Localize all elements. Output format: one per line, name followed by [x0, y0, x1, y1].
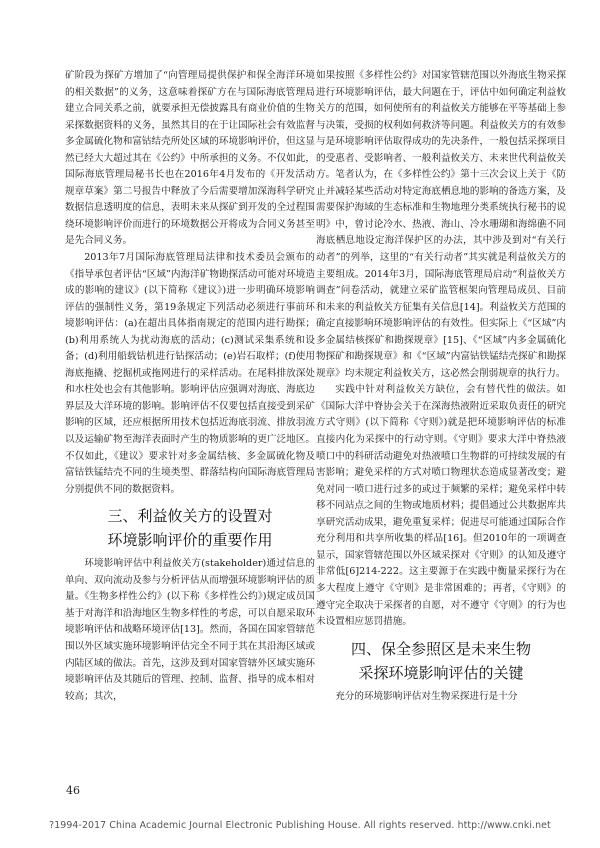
paragraph-continued: 如果按照《多样性公约》对国家管辖范围以外海底生物采探进行环境影响评估，最大问题在于，评估中如何确定利益攸关方的范围，如何使所有的利益攸关方能够在平等基础上参与决策，受损的权利如何救济等问题。利益攸关方的有效参与是环境影响评估取得成功的先决条件，一般包括采探项目的受惠者、受影响者、一般利益攸关方、未来世代利益攸关方。笔者认为，在《多样性公约》第十三次会议上关于《防止并减轻某些活动对特定海底栖息地的影响的备选方案，及需要保护海域的生态标准和生物地理分类系统执行秘书的说明》中，曾讨论冷水、热液、海山、冷水珊瑚和海绵礁不同海底栖息地设定海洋保护区的办法，其中涉及到对“有关行动者”的列举，这里的“有关行动者”其实就是利益攸关方的主要组成。2014年3月，国际海底管理局启动“利益攸关方调查”问卷活动，就建立采矿监管框架向管理局成员、目前和未来的利益攸关方征集有关信息[14]。利益攸关方范围的确定直接影响环境影响评估的有效性。但实际上《“区域”内多金属结核探矿和勘探规章》[15]、《“区域”内多金属硫化物探矿和勘探规章》和《“区域”内富钴铁锰结壳探矿和勘探规章》均未规定利益攸关方，这必然会削弱规章的执行力。	[316, 70, 566, 379]
page-number: 46	[66, 784, 80, 797]
left-column	[65, 68, 315, 705]
paragraph: 实践中针对利益攸关方缺位，会有替代性的做法。如《国际大洋中脊协会关于在深海热液附近采取负责任的研究方式守则》(以下简称《守则》)就是把环境影响评估的标准直接内化为采探中的行动守则。《守则》要求大洋中脊热液喷口中的科研活动避免对热液喷口生物群的可持续发展的有害影响；避免采样的方式对喷口物理状态造成显著改变；避免对同一喷口进行过多的或过于频繁的采样；避免采样中转移不同站点之间的生物或地质材料；提倡通过公共数据库共享研究活动成果，避免重复采样；促进尽可能通过国际合作充分利用和共享所收集的样品[16]。但2010年的一项调查显示，国家管辖范围以外区域采探对《守则》的认知及遵守非常低[6]214-222。这主要源于在实践中衡量采探行为在多大程度上遵守《守则》是非常困难的；再者，《守则》的遵守完全取决于采探者的自愿，对不遵守《守则》的行为也未设置相应惩罚措施。	[316, 384, 566, 628]
section-heading-line: 三、利益攸关方的设置对	[107, 507, 273, 526]
section-heading-4	[316, 637, 566, 685]
section-heading-3	[65, 504, 315, 552]
section-heading-line: 环境影响评价的重要作用	[107, 531, 273, 550]
paragraph: 充分的环境影响评估对生物采探进行是十分	[335, 690, 518, 702]
paragraph: 环境影响评估中利益攸关方(stakeholder)通过信息的单向、双向流动及参与分析评估从而增强环境影响评估的质量。《生物多样性公约》(以下称《多样性公约》)规定成员国基于对海洋和沿海地区生物多样性的考虑，可以自愿采取环境影响评估和战略环境评估[13]。然而，各国在国家管辖范围以外区域实施环境影响评估完全不同于其在其沿海区域或内陆区域的做法。首先，这涉及到对国家管辖外区域实施环境影响评估及其随后的管理、控制、监督、指导的成本相对较高；其次，	[65, 558, 315, 702]
section-heading-line: 四、保全参照区是未来生物	[350, 639, 531, 658]
right-column	[316, 68, 566, 705]
section-heading-line: 采探环境影响评估的关键	[358, 663, 524, 682]
paragraph: 2013年7月国际海底管理局法律和技术委员会颁布的《指导承包者评估“区域”内海洋矿物勘探活动可能对环境造成的影响的建议》(以下简称《建议》)进一步明确环境影响评估的强制性义务，第19条规定下列活动必须进行事前环境影响评估：(a)在超出具体指南规定的范围内进行勘探；(b)利用系统人为扰动海底的活动；(c)测试采集系统和设备；(d)利用船载钻机进行钻探活动；(e)岩石取样；(f)使用海底拖撬、挖掘机或拖网进行的采样活动。在尾料排放深处和水柱处也会有其他影响。影响评估应强调对海底、海底边界层及大洋环境的影响。影响评估不仅要包括直接受到采矿影响的区域，还应根据所用技术包括近海底羽流、排放羽流以及运输矿物至海洋表面时产生的物质影响的更广泛地区。不仅如此，《建议》要求针对多金属结核、多金属硫化物及富钴铁锰结壳不同的生境类型、群落结构向国际海底管理局分别提供不同的数据资料。	[65, 252, 315, 495]
copyright-footer: ?1994-2017 China Academic Journal Electronic Publishing House. All rights reserved. http://www.cnki.net	[49, 820, 551, 831]
paragraph-continued: 矿阶段为探矿方增加了“向管理局提供保护和保全海洋环境的相关数据”的义务，这意味着探矿方在与国际海底管理局建立合同关系之前，就要承担无偿披露具有商业价值的生物采探数据资料的义务，虽然其目的在于让国际社会有效监督多金属硫化物和富钴结壳所处区域的环境影响评价，但这显然已经大大超过其在《公约》中所承担的义务。不仅如此，国际海底管理局秘书长也在2016年4月发布的《开发活动规章草案》第二号报告中释放了今后需要增加深海科学研究数据信息透明度的信息，表明未来从探矿到开发的全过程围绕环境影响评价而进行的环境数据公开将成为合同义务甚至是先合同义务。	[65, 70, 315, 247]
